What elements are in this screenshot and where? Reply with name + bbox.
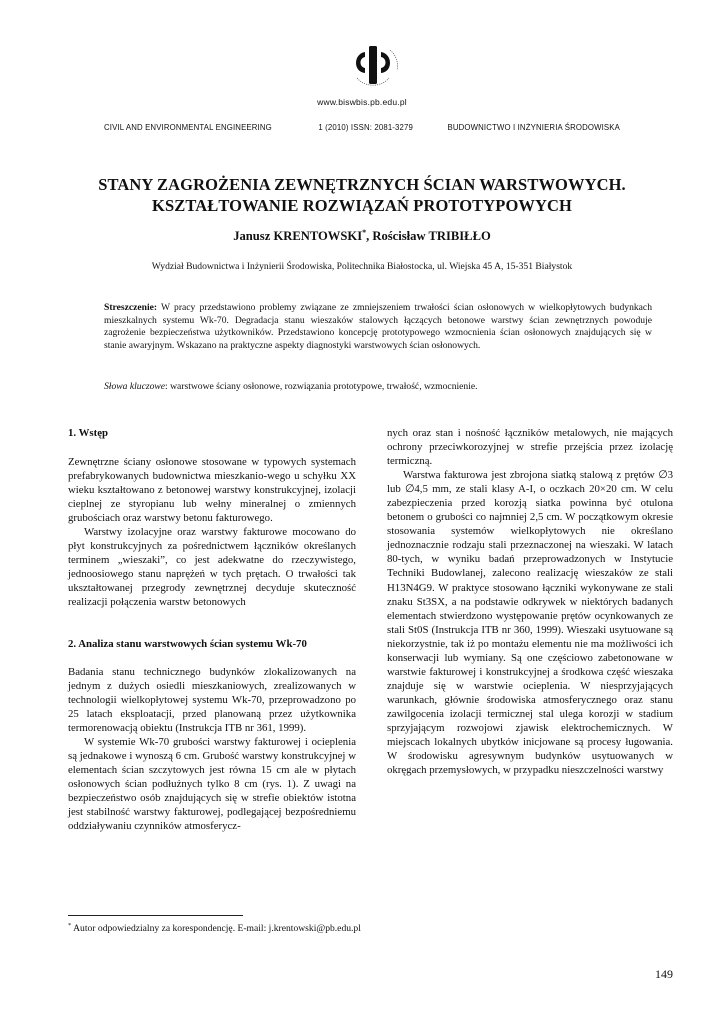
title-line-2: KSZTAŁTOWANIE ROZWIĄZAŃ PROTOTYPOWYCH (152, 196, 572, 215)
phi-logo-icon (343, 42, 403, 92)
journal-name-pl: BUDOWNICTWO I INŻYNIERIA ŚRODOWISKA (447, 123, 620, 132)
author-2: Rościsław TRIBIŁŁO (372, 229, 491, 244)
section-1-paragraph-2: Warstwy izolacyjne oraz warstwy fakturowe mocowano do płyt konstrukcyjnych za pośrednictwem łączników określanych terminem „wieszaki”, co jest adekwatne do rzeczywistego, jednoosiowego stanu naprężeń w tych prętach. O trwałości tak ukształtowanej przegrody zewnętrznej decyduje skuteczność realizacji połączenia warstw betonowych (68, 526, 356, 609)
author-1: Janusz KRENTOWSKI (233, 229, 363, 244)
right-paragraph-1: nych oraz stan i nośność łączników metalowych, nie mających ochrony przeciwkorozyjnej w strefie przejścia przez izolację termiczną. (387, 427, 673, 468)
paper-title (70, 174, 654, 216)
section-2-paragraph-1: Badania stanu technicznego budynków zlokalizowanych na jednym z dużych osiedli mieszkaniowych, zrealizowanych w technologii wielkopłytowej systemu Wk-70, przeprowadzono po 25 latach eksploatacji, przed planowaną przez użytkownika termorenowacją obiektu (Instrukcja ITB nr 361, 1999). (68, 665, 356, 734)
abstract (104, 302, 652, 352)
footnote-rule (68, 915, 243, 916)
footnote-marker: * (362, 228, 367, 237)
section-2-heading: 2. Analiza stanu warstwowych ścian systemu Wk-70 (68, 637, 307, 650)
keywords (104, 381, 652, 394)
journal-issue: 1 (2010) ISSN: 2081-3279 (318, 123, 413, 132)
authors (0, 228, 724, 244)
journal-name-en: CIVIL AND ENVIRONMENTAL ENGINEERING (104, 123, 272, 132)
abstract-label: Streszczenie: (104, 302, 158, 313)
right-column (387, 426, 673, 777)
section-1-heading: 1. Wstęp (68, 427, 108, 439)
abstract-text: W pracy przedstawiono problemy związane ze zmniejszeniem trwałości ścian osłonowych w wielkopłytowych budynkach mieszkalnych systemu Wk-70. Degradacja stanu wieszaków stalowych łączących betonowe warstwy ścian zewnętrznych powoduje zagrożenie bezpieczeństwa użytkowników. Przedstawiono koncepcję prototypowego wzmocnienia ścian osłonowych znajdujących się w stanie awaryjnym. Wskazano na praktyczne aspekty diagnostyki warstwowych ścian osłonowych. (104, 302, 652, 351)
right-paragraph-2: Warstwa fakturowa jest zbrojona siatką stalową z prętów ∅3 lub ∅4,5 mm, ze stali klasy A-I, o oczkach 20×20 cm. W celu zabezpieczenia przed korozją siatka powinna być otulona betonem o grubości co najmniej 2,5 cm. W początkowym okresie stosowania systemów wielkopłytowych nie określano jednoznacznie rodzaju stali przeznaczonej na wieszaki. W latach 80-tych, w wyniku badań przeprowadzonych w Instytucie Techniki Budowlanej, zalecono realizację wieszaków ze stali H13N4G9. W praktyce stosowano łączniki wykonywane ze stali znaku St3SX, a na podstawie odkrywek w niektórych badanych elementach stwierdzono występowanie prętów ocynkowanych ze stali St0S (Instrukcja ITB nr 360, 1999). Wieszaki usytuowane są niekorzystnie, tak iż po montażu elementu nie ma możliwości ich konserwacji lub wymiany. Są one częściowo zabetonowane w warstwie fakturowej i konstrukcyjnej a środkowa część wieszaka znajduje się w warstwie ocieplenia. W niesprzyjających warunkach, głównie środowiska atmosferycznego oraz stanu zawilgocenia izolacji termicznej stal ulega korozji w stadium sprzyjającym rozwojowi zjawisk elektrochemicznych. W miejscach lokalnych ubytków inicjowane są procesy ługowania. W środowisku agresywnym budynków usytuowanych w okręgach przemysłowych, w przypadku nieszczelności warstwy (387, 469, 673, 777)
keywords-label: Słowa kluczowe (104, 381, 166, 392)
footnote (68, 922, 361, 934)
page-number: 149 (655, 967, 673, 981)
affiliation: Wydział Budownictwa i Inżynierii Środowiska, Politechnika Białostocka, ul. Wiejska 45 A, 15-351 Białystok (151, 261, 573, 272)
section-1-paragraph-1: Zewnętrzne ściany osłonowe stosowane w typowych systemach prefabrykowanych budownictwa mieszkanio-wego u schyłku XX wieku kształtowano z betonowej warstwy konstrukcyjnej, izolacji cieplnej ze styropianu lub wełny mineralnej o zmiennych grubościach oraz warstwy betonu fakturowego. (68, 456, 356, 525)
site-url: www.biswbis.pb.edu.pl (317, 97, 407, 107)
title-line-1: STANY ZAGROŻENIA ZEWNĘTRZNYCH ŚCIAN WARSTWOWYCH. (98, 175, 626, 194)
section-2-paragraph-2: W systemie Wk-70 grubości warstwy fakturowej i ocieplenia są jednakowe i wynoszą 6 cm. Grubość warstwy konstrukcyjnej w elementach ścian szczytowych jest równa 15 cm ale w płytach osłonowych ścian podłużnych tylko 8 cm (rys. 1). Z uwagi na bezpieczeństwo osób znajdujących się w strefie obiektów istotna jest stabilność warstwy fakturowej, podlegającej bezpośredniemu oddziaływaniu czynników atmosferycz- (68, 735, 356, 833)
keywords-text: : warstwowe ściany osłonowe, rozwiązania prototypowe, trwałość, wzmocnienie. (165, 381, 478, 392)
footnote-mark: * (68, 922, 72, 929)
footnote-text: Autor odpowiedzialny za korespondencję. E-mail: j.krentowski@pb.edu.pl (71, 923, 361, 935)
author-separator: , (366, 229, 373, 244)
journal-header (104, 123, 620, 132)
left-column (68, 426, 356, 833)
